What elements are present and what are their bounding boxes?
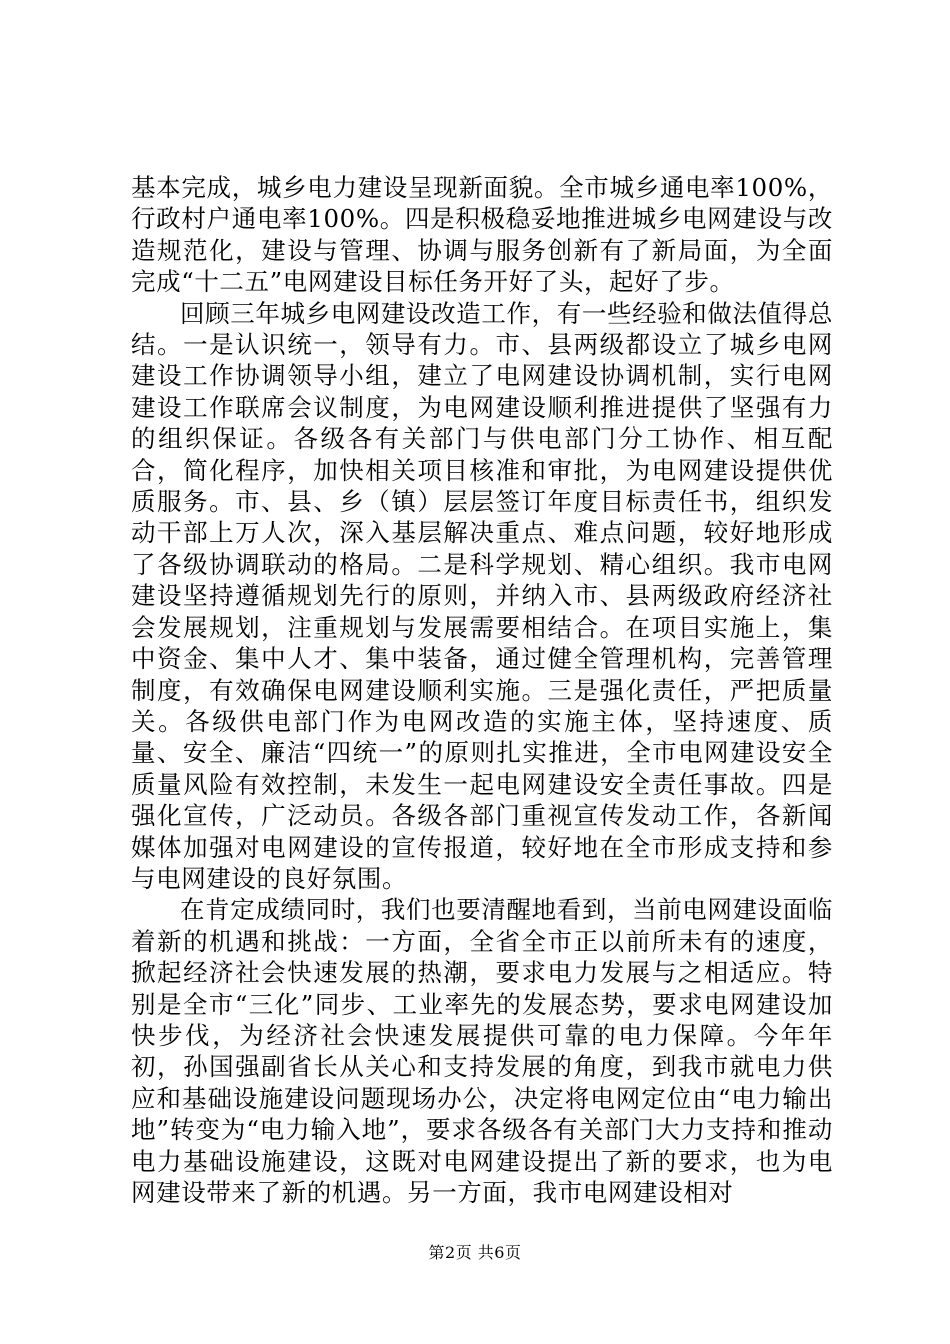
paragraph-3: 在肯定成绩同时，我们也要清醒地看到，当前电网建设面临着新的机遇和挑战：一方面，全省全市正以前所未有的速度，掀起经济社会快速发展的热潮，要求电力发展与之相适应。特别是全市“三化”同步、工业率先的发展态势，要求电网建设加快步伐，为经济社会快速发展提供可靠的电力保障。今年年初，孙国强副省长从关心和支持发展的角度，到我市就电力供应和基础设施建设问题现场办公，决定将电网定位由“电力输出地”转变为“电力输入地”，要求各级各有关部门大力支持和推动电力基础设施建设，这既对电网建设提出了新的要求，也为电网建设带来了新的机遇。另一方面，我市电网建设相对 <box>131 895 833 1207</box>
paragraph-1: 基本完成，城乡电力建设呈现新面貌。全市城乡通电率100%，行政村户通电率100%。四是积极稳妥地推进城乡电网建设与改造规范化，建设与管理、协调与服务创新有了新局面，为全面完成“十二五”电网建设目标任务开好了头，起好了步。 <box>131 173 833 297</box>
paragraph-2: 回顾三年城乡电网建设改造工作，有一些经验和做法值得总结。一是认识统一，领导有力。市、县两级都设立了城乡电网建设工作协调领导小组，建立了电网建设协调机制，实行电网建设工作联席会议制度，为电网建设顺利推进提供了坚强有力的组织保证。各级各有关部门与供电部门分工协作、相互配合，简化程序，加快相关项目核准和审批，为电网建设提供优质服务。市、县、乡（镇）层层签订年度目标责任书，组织发动干部上万人次，深入基层解决重点、难点问题，较好地形成了各级协调联动的格局。二是科学规划、精心组织。我市电网建设坚持遵循规划先行的原则，并纳入市、县两级政府经济社会发展规划，注重规划与发展需要相结合。在项目实施上，集中资金、集中人才、集中装备，通过健全管理机构，完善管理制度，有效确保电网建设顺利实施。三是强化责任，严把质量关。各级供电部门作为电网改造的实施主体，坚持速度、质量、安全、廉洁“四统一”的原则扎实推进，全市电网建设安全质量风险有效控制，未发生一起电网建设安全责任事故。四是强化宣传，广泛动员。各级各部门重视宣传发动工作，各新闻媒体加强对电网建设的宣传报道，较好地在全市形成支持和参与电网建设的良好氛围。 <box>131 298 833 893</box>
document-body <box>131 172 833 1208</box>
page-number-label: 第2页 共6页 <box>428 1243 522 1262</box>
page-footer <box>0 1243 950 1263</box>
